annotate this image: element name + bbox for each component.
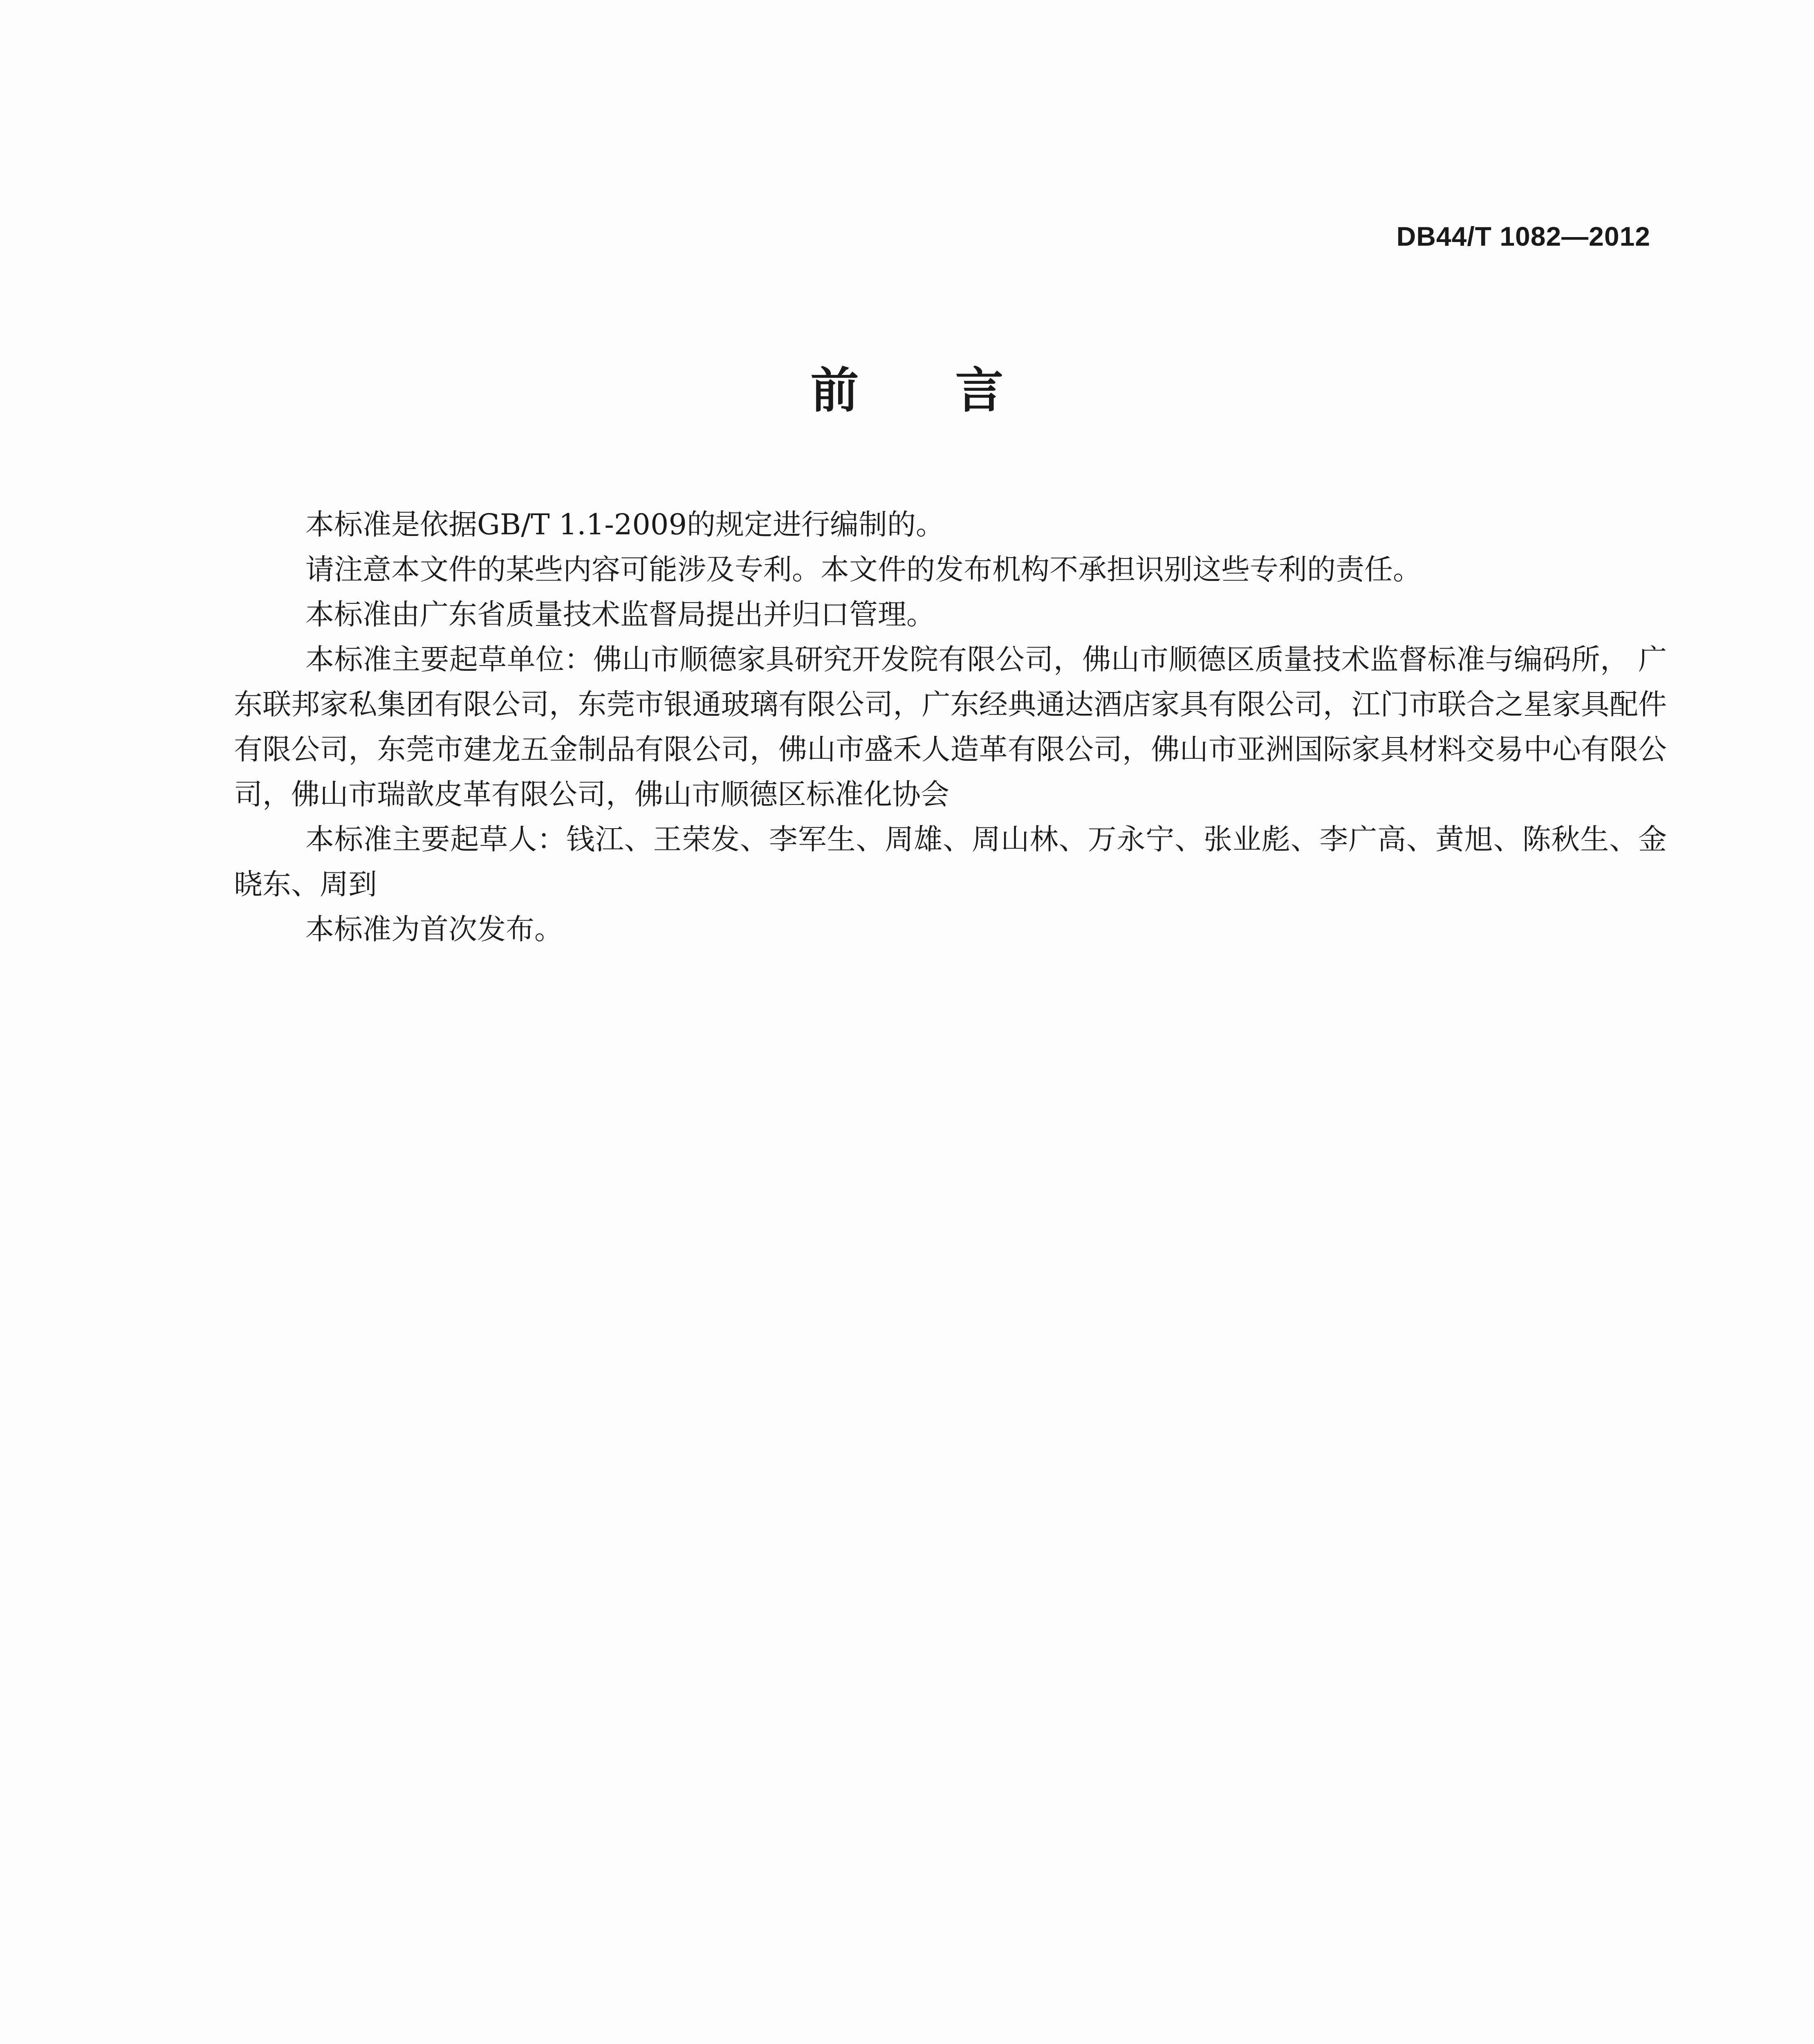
- page-title: 前言: [810, 362, 1100, 419]
- paragraph-patent-notice: 请注意本文件的某些内容可能涉及专利。本文件的发布机构不承担识别这些专利的责任。: [305, 553, 1422, 586]
- paragraph-drafters: 本标准主要起草人：钱江、王荣发、李军生、周雄、周山林、万永宁、张业彪、李广高、黄旭、陈秋生、金晓东、周到: [234, 823, 1667, 901]
- paragraph-proposer: 本标准由广东省质量技术监督局提出并归口管理。: [305, 598, 935, 631]
- foreword-body: [234, 502, 1667, 952]
- paragraph-first-release: 本标准为首次发布。: [305, 912, 563, 946]
- standard-number: DB44/T 1082—2012: [1396, 221, 1650, 251]
- paragraph-basis: 本标准是依据GB/T 1.1-2009的规定进行编制的。: [305, 508, 945, 541]
- paragraph-drafting-units: 本标准主要起草单位：佛山市顺德家具研究开发院有限公司，佛山市顺德区质量技术监督标准与编码所， 广东联邦家私集团有限公司，东莞市银通玻璃有限公司，广东经典通达酒店家具有限公司，江门市联合之星家具配件有限公司，东莞市建龙五金制品有限公司，佛山市盛禾人造革有限公司，佛山市亚洲国际家具材料交易中心有限公司，佛山市瑞歆皮革有限公司，佛山市顺德区标准化协会: [234, 643, 1667, 811]
